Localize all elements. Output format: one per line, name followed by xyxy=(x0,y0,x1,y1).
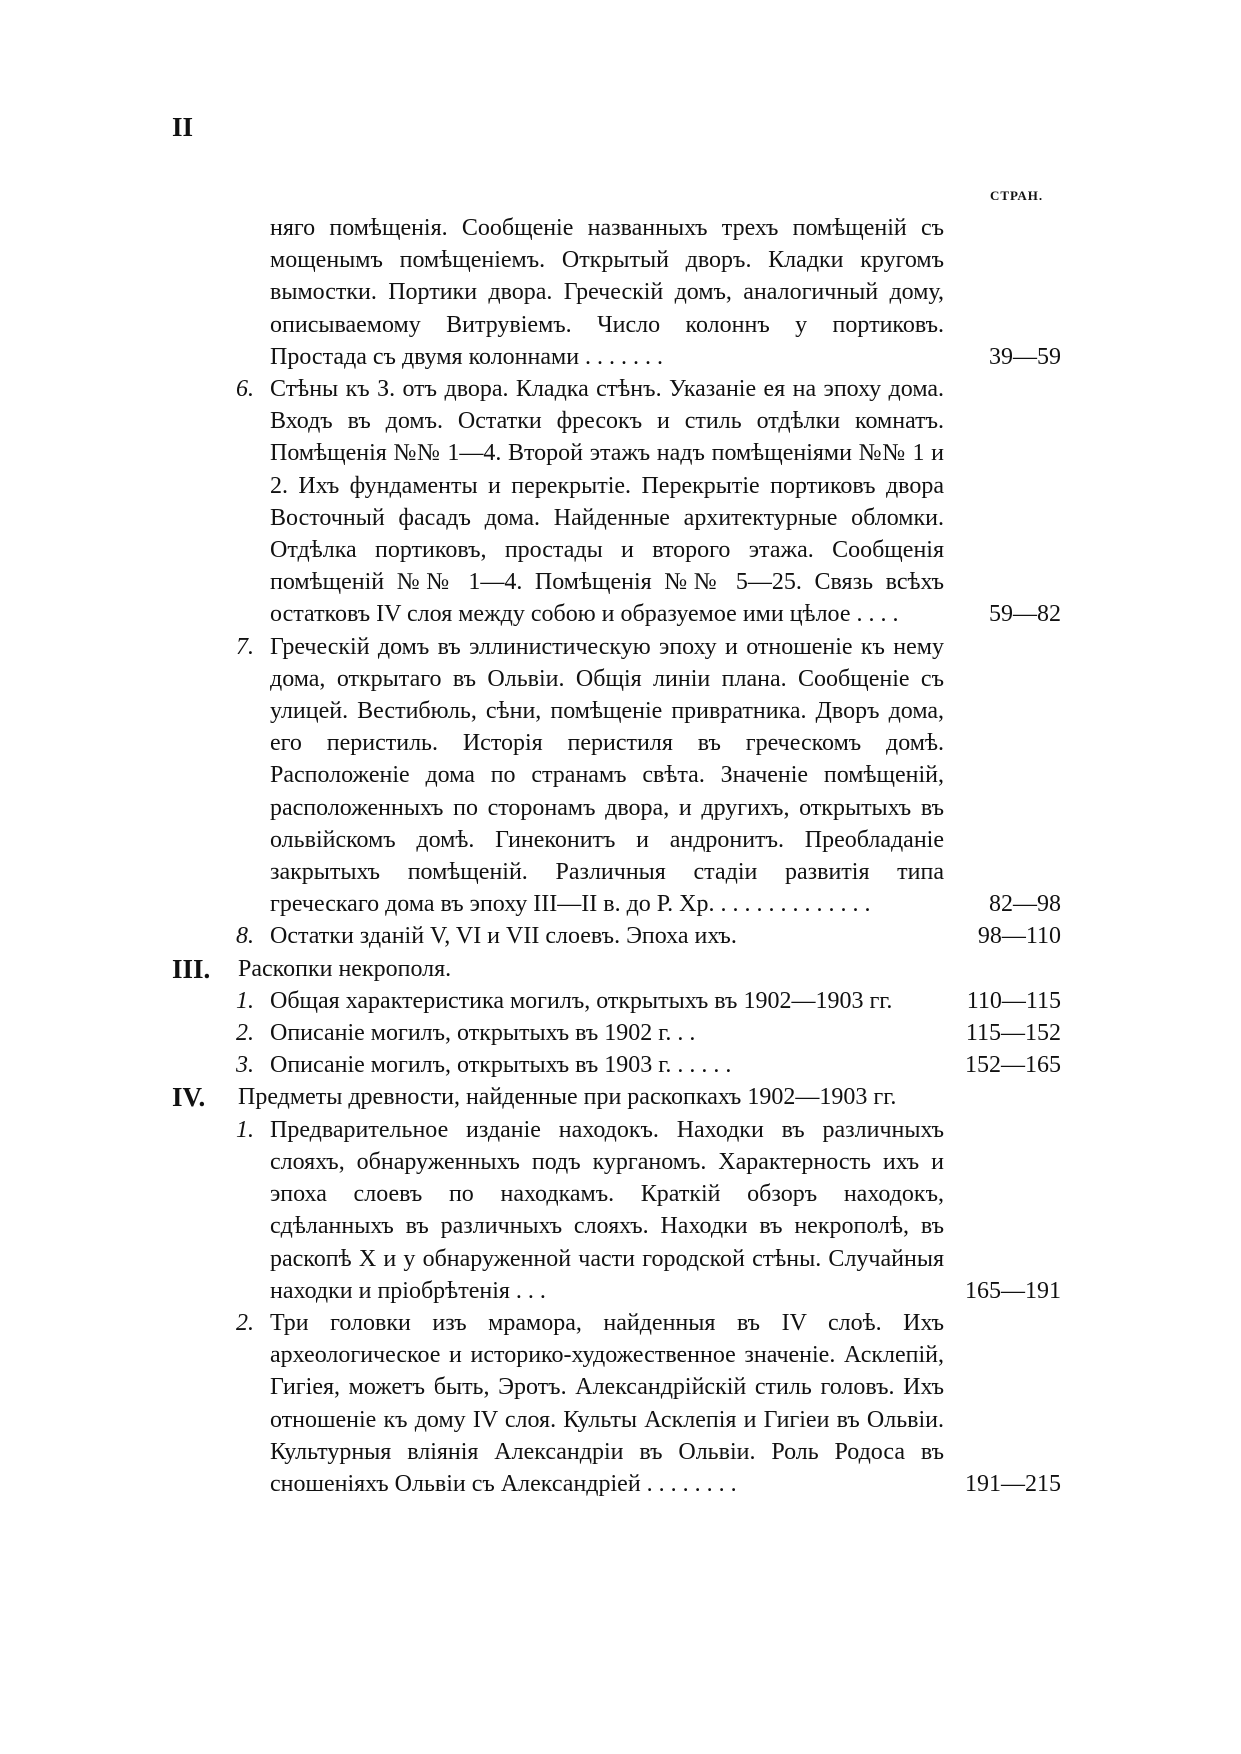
toc-entry-text: Остатки зданій V, VI и VII слоевъ. Эпоха ихъ. xyxy=(270,923,737,950)
toc-entry-pages: 115—152 xyxy=(965,1020,1061,1047)
section-number: III. xyxy=(172,953,211,984)
section-heading-3 xyxy=(0,953,1241,985)
toc-entry-text: Греческій домъ въ эллинистическую эпоху и отношеніе къ нему дома, открытаго въ Ольвіи. Общія линіи плана. Сообщеніе съ улицей. Вестибюль, сѣни, помѣщеніе привратника. Дворъ дома, его перистиль. Исторія перистиля въ греческомъ домѣ. Расположеніе дома по странамъ свѣта. Значеніе помѣщеній, расположенныхъ по сторонамъ двора, и другихъ, открытыхъ въ ольвійскомъ домѣ. Гинеконитъ и андронитъ. Преобладаніе закрытыхъ помѣщеній. Различныя стадіи развитія типа греческаго дома въ эпоху III—II в. до Р. Хр. . . . . . . . . . . . . . xyxy=(270,633,944,918)
toc-entry-number: 1. xyxy=(236,987,254,1014)
toc-entry-text: Общая характеристика могилъ, открытыхъ въ 1902—1903 гг. xyxy=(270,987,893,1014)
toc-entry-text: Предварительное изданіе находокъ. Находки въ различныхъ слояхъ, обнаруженныхъ подъ курганомъ. Характерность ихъ и эпоха слоевъ по находкамъ. Краткій обзоръ находокъ, сдѣланныхъ въ различныхъ слояхъ. Находки въ некрополѣ, въ раскопѣ X и у обнаруженной части городской стѣны. Случайныя находки и пріобрѣтенія . . . xyxy=(270,1116,944,1304)
toc-entry-4-1 xyxy=(0,1114,1241,1307)
section-number: IV. xyxy=(172,1082,206,1113)
toc-entry-pages: 191—215 xyxy=(965,1470,1061,1497)
toc-entry-number: 2. xyxy=(236,1309,254,1336)
section-title: Предметы древности, найденные при раскопкахъ 1902—1903 гг. xyxy=(238,1084,897,1111)
toc-entry-pages: 59—82 xyxy=(989,601,1061,628)
toc-entry-pages: 82—98 xyxy=(989,891,1061,918)
toc-entry-number: 1. xyxy=(236,1116,254,1143)
toc-entry-3-3 xyxy=(0,1049,1241,1081)
page-number: II xyxy=(172,112,194,142)
section-title: Раскопки некрополя. xyxy=(238,955,452,982)
toc-entry-pages: 39—59 xyxy=(989,343,1061,370)
toc-entry-text: Описаніе могилъ, открытыхъ въ 1902 г. . . xyxy=(270,1020,696,1047)
toc-entry-pages: 110—115 xyxy=(966,987,1061,1014)
pages-column-header: СТРАН. xyxy=(990,188,1044,203)
toc-entry-text: Описаніе могилъ, открытыхъ въ 1903 г. . . . . . xyxy=(270,1052,732,1079)
toc-entry-4-2 xyxy=(0,1307,1241,1500)
toc-entry-text: Стѣны къ З. отъ двора. Кладка стѣнъ. Указаніе ея на эпоху дома. Входъ въ домъ. Остатки фресокъ и стиль отдѣлки комнатъ. Помѣщенія №№ 1—4. Второй этажъ надъ помѣщеніями №№ 1 и 2. Ихъ фундаменты и перекрытіе. Перекрытіе портиковъ двора Восточный фасадъ дома. Найденные архитектурные обломки. Отдѣлка портиковъ, простады и второго этажа. Сообщенія помѣщеній №№ 1—4. Помѣщенія №№ 5—25. Связь всѣхъ остатковъ IV слоя между собою и образуемое ими цѣлое . . . . xyxy=(270,376,944,628)
toc-entry-number: 7. xyxy=(236,633,254,660)
toc-entry-text: няго помѣщенія. Сообщеніе названныхъ трехъ помѣщеній съ мощенымъ помѣщеніемъ. Открытый дворъ. Кладки кругомъ вымостки. Портики двора. Греческій домъ, аналогичный дому, описываемому Витрувіемъ. Число колоннъ у портиковъ. Простада съ двумя колоннами . . . . . . . xyxy=(270,215,944,370)
toc-entry-3-1 xyxy=(0,985,1241,1017)
toc-entry-6 xyxy=(0,373,1241,631)
toc-entry-continuation xyxy=(0,212,1241,373)
toc-entry-8 xyxy=(0,920,1241,952)
toc-entry-3-2 xyxy=(0,1017,1241,1049)
toc-entry-number: 3. xyxy=(236,1052,254,1079)
toc-entry-number: 2. xyxy=(236,1020,254,1047)
toc-entry-number: 6. xyxy=(236,376,254,403)
toc-entry-pages: 165—191 xyxy=(965,1277,1061,1304)
section-heading-4 xyxy=(0,1081,1241,1113)
toc-entry-pages: 152—165 xyxy=(965,1052,1061,1079)
toc-entry-7 xyxy=(0,631,1241,921)
toc-entry-number: 8. xyxy=(236,923,254,950)
table-of-contents xyxy=(0,212,1241,1500)
toc-entry-pages: 98—110 xyxy=(977,923,1061,950)
toc-entry-text: Три головки изъ мрамора, найденныя въ IV слоѣ. Ихъ археологическое и историко-художественное значеніе. Асклепій, Гигіея, можетъ быть, Эротъ. Александрійскій стиль головъ. Ихъ отношеніе къ дому IV слоя. Культы Асклепія и Гигіеи въ Ольвіи. Культурныя вліянія Александріи въ Ольвіи. Роль Родоса въ сношеніяхъ Ольвіи съ Александріей . . . . . . . . xyxy=(270,1309,944,1497)
